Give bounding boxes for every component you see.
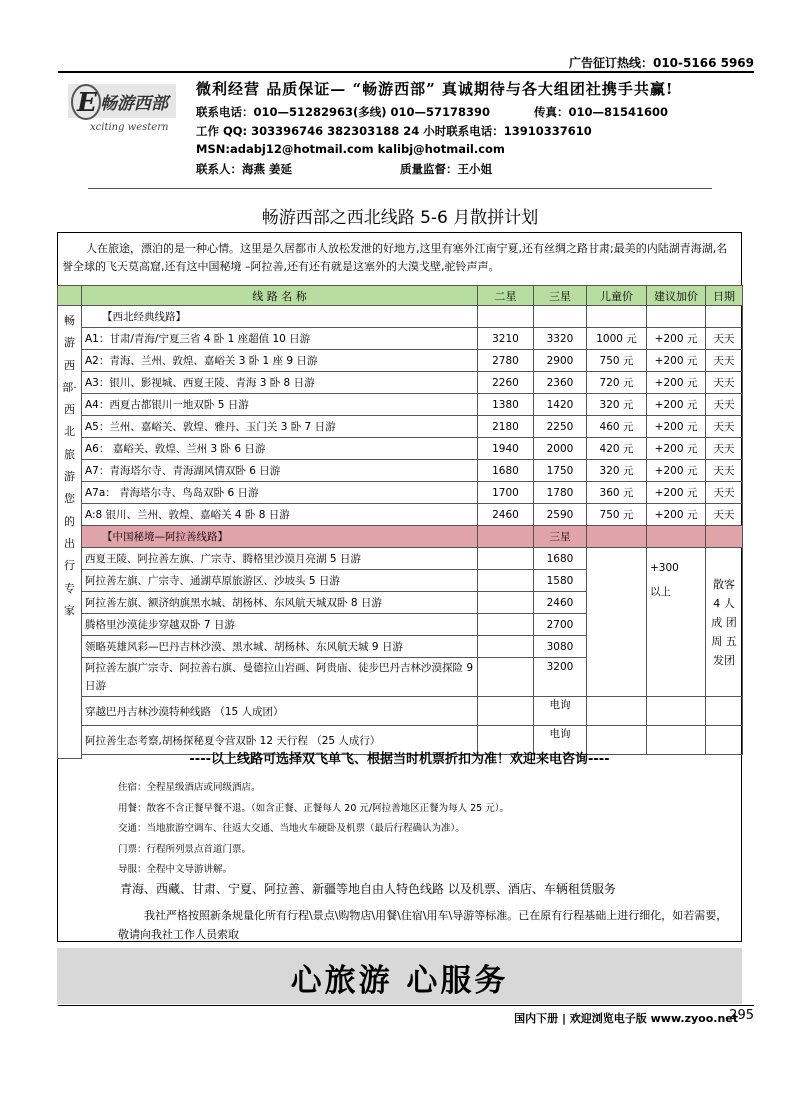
detail-meals: 用餐：散客不含正餐早餐不退。（如含正餐、正餐每人 20 元/阿拉善地区正餐为每人 25 元）。 [118,802,509,814]
detail-tickets: 门票：行程所列景点首道门票。 [118,843,252,855]
table-row: A6： 嘉峪关、敦煌、兰州 3 卧 6 日游 1940 2000 420 元 +200 元 天天 [58,438,743,460]
detail-accommodation: 住宿：全程星级酒店或同级酒店。 [118,782,261,793]
banner-slogan: 心旅游 心服务 [290,963,509,999]
page-number: 295 [729,1008,754,1023]
services-line: 青海、西藏、甘肃、宁夏、阿拉善、新疆等地自由人特色线路 以及机票、酒店、车辆租赁服务 [120,882,616,896]
section-title: 【中国秘境—阿拉善线路】 [82,526,478,548]
route-table [57,285,743,759]
alashan-add: +300 [650,562,679,574]
section-title: 【西北经典线路】 [82,306,478,328]
fax-line: 传真：010—81541600 [534,105,669,119]
table-row: A4：西夏古都银川一地双卧 5 日游 1380 1420 320 元 +200 元 天天 [58,394,743,416]
section-row: 【中国秘境—阿拉善线路】 三星 [58,526,743,548]
section-row [58,306,743,328]
alashan-date: 散客 4 人 成 团 周 五 发团 [706,548,743,697]
header-divider [88,188,712,189]
top-divider [58,71,754,73]
table-row: 穿越巴丹吉林沙漠特种线路 （15 人成团） 电询 [58,697,743,726]
slogan: 微利经营 品质保证— “畅游西部” 真诚期待与各大组团社携手共赢! [196,80,674,98]
detail-transport: 交通：当地旅游空调车、往返大交通、当地火车硬卧及机票（最后行程确认为准）。 [118,823,465,834]
table-row: A3：银川、影视城、西夏王陵、青海 3 卧 8 日游 2260 2360 720 元 +200 元 天天 [58,372,743,394]
table-row: A2：青海、兰州、敦煌、嘉峪关 3 卧 1 座 9 日游 2780 2900 750 元 +200 元 天天 [58,350,743,372]
msn-line: MSN:adabj12@hotmail.com kalibj@hotmail.com [196,142,505,156]
intro-paragraph: 人在旅途，漂泊的是一种心情。这里是久居都市人放松发泄的好地方,这里有塞外江南宁夏,还有丝绸之路甘肃;最美的内陆湖青海湖,名誉全球的飞天莫高窟,还有这中国秘境 –阿拉善,还有还有就是这塞外的大漠戈壁,驼铃声声。 [62,242,728,273]
phone-line: 联系电话：010—51282963(多线) 010—57178390 [196,105,491,119]
table-row: 阿拉善左旗广宗寺、阿拉善右旗、曼德拉山岩画、阿贵庙、徒步巴丹吉林沙漠探险 9 日游 3200 [58,658,743,697]
table-row: 阿拉善生态考察,胡杨探秘夏令营双卧 12 天行程 （25 人成行） 电询 [58,726,743,755]
col-child: 儿童价 [587,286,647,306]
table-row: A7：青海塔尔寺、青海湖风情双卧 6 日游 1680 1750 320 元 +200 元 天天 [58,460,743,482]
table-row: A:8 银川、兰州、敦煌、嘉峪关 4 卧 8 日游 2460 2590 750 元 +200 元 天天 [58,504,743,526]
table-row: A7a： 青海塔尔寺、鸟岛双卧 6 日游 1700 1780 360 元 +200 元 天天 [58,482,743,504]
col-three-star: 三星 [534,286,587,306]
col-two-star: 二星 [478,286,534,306]
footer-divider [58,1005,754,1006]
logo-graphic [66,80,178,136]
page-title: 畅游西部之西北线路 5-6 月散拼计划 [261,208,539,228]
table-row: 西夏王陵、阿拉善左旗、广宗寺、腾格里沙漠月亮湖 5 日游 1680 +300 以上 散客 4 人 成 团 周 五 发团 [58,548,743,570]
table-row: 领略英雄风彩—巴丹吉林沙漠、黑水城、胡杨林、东风航天城 9 日游 3080 [58,636,743,658]
table-row: A5：兰州、嘉峪关、敦煌、雅丹、玉门关 3 卧 7 日游 2180 2250 460 元 +200 元 天天 [58,416,743,438]
supervisor-line: 质量监督：王小姐 [400,162,492,176]
commitment-paragraph: 我社严格按照新条规量化所有行程\景点\购物店\用餐\住宿\用车\导游等标准。已在原有行程基础上进行细化，如若需要，敬请向我社工作人员索取 [118,909,728,941]
alashan-add-suffix: 以上 [650,586,671,598]
company-logo [66,80,178,136]
logo-letter: E [77,88,97,118]
col-route: 线 路 名 称 [82,286,478,306]
table-row: 阿拉善左旗、广宗寺、通湖草原旅游区、沙坡头 5 日游 1580 [58,570,743,592]
service-details [118,778,509,881]
footer-text: 国内下册 | 欢迎浏览电子版 www.zyoo.net [514,1012,738,1025]
table-row: 腾格里沙漠徒步穿越双卧 7 日游 2700 [58,614,743,636]
col-add: 建议加价 [647,286,706,306]
qq-line: 工作 QQ: 303396746 382303188 24 小时联系电话：13910337610 [196,124,592,138]
side-label: 畅游西部·西北旅游您的出行专家 [58,306,82,759]
contact-line: 联系人：海燕 姜延 [196,162,293,176]
detail-guide: 导服：全程中文导游讲解。 [118,864,233,875]
table-header-row [58,286,743,306]
col-date: 日期 [706,286,743,306]
logo-text: 畅游西部 [100,94,168,114]
ad-hotline: 广告征订热线：010-5166 5969 [568,56,754,70]
logo-sub: xciting western [90,122,169,133]
booking-note: ----以上线路可选择双飞单飞、根据当时机票折扣为准！欢迎来电咨询---- [189,752,610,767]
table-row: A1：甘肃/青海/宁夏三省 4 卧 1 座超值 10 日游 3210 3320 1000 元 +200 元 天天 [58,328,743,350]
table-row: 阿拉善左旗、额济纳旗黑水城、胡杨林、东风航天城双卧 8 日游 2460 [58,592,743,614]
